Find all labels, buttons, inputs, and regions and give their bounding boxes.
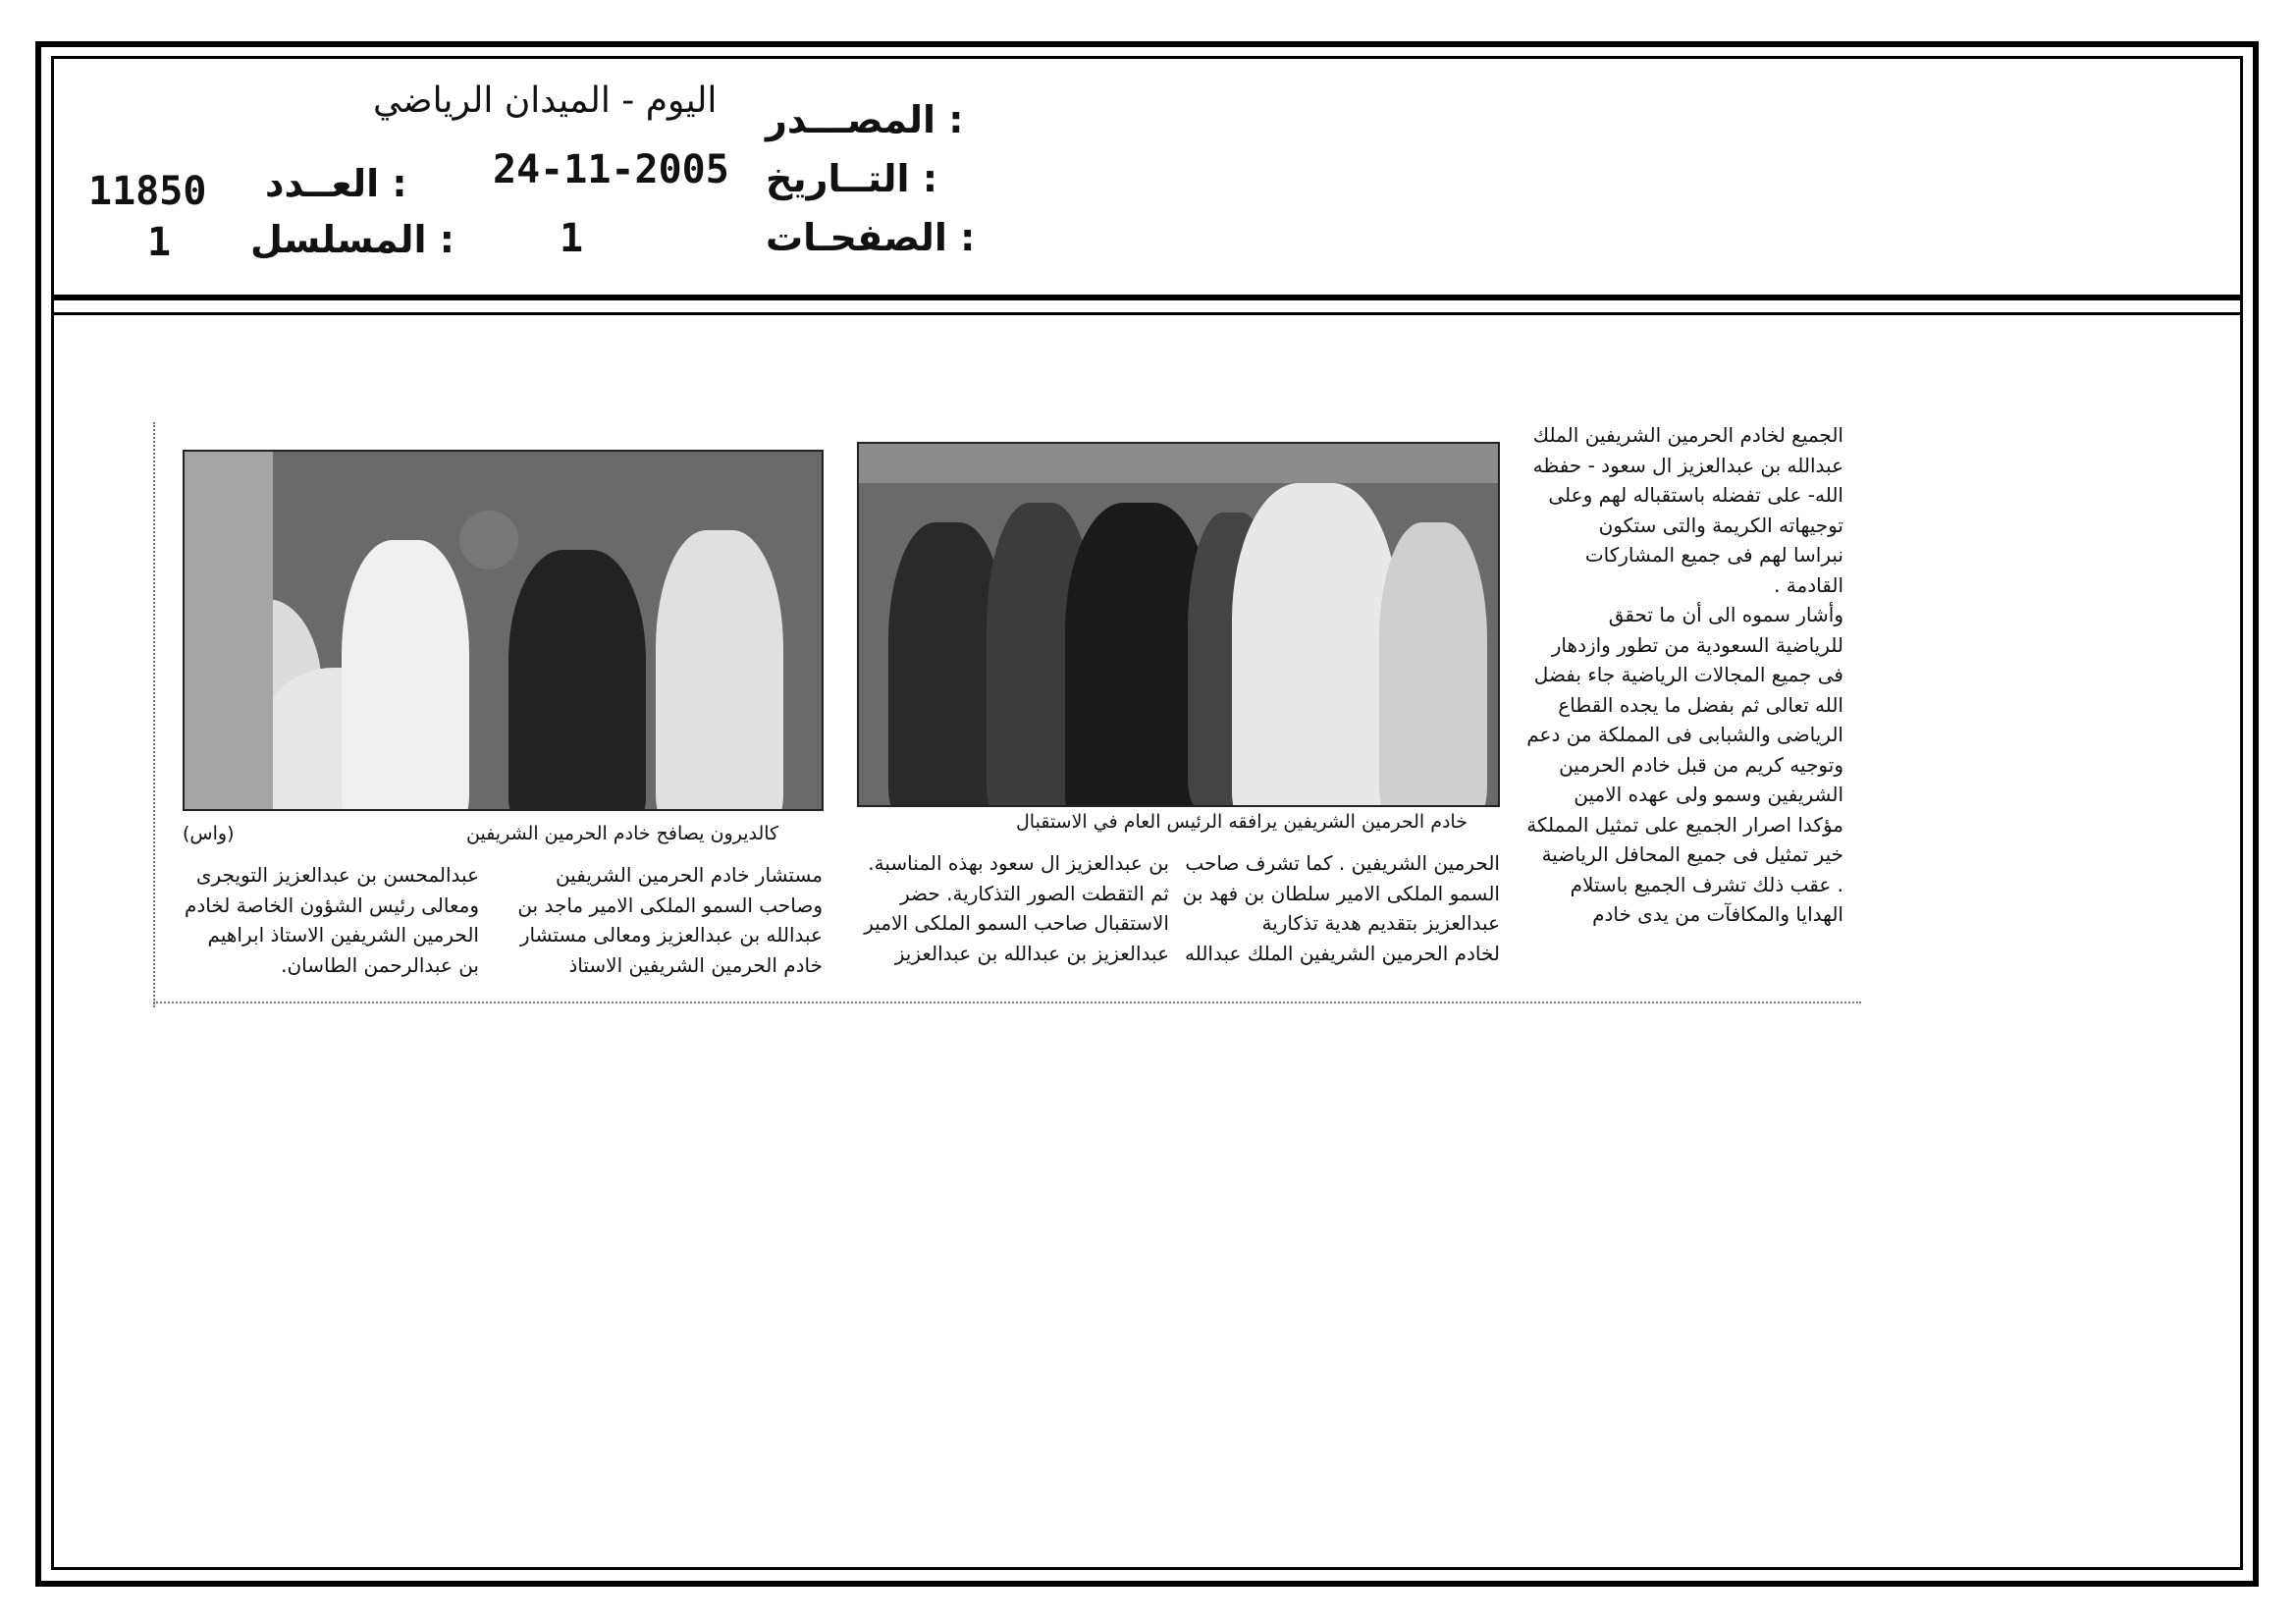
photo-credit: (واس) — [183, 823, 235, 844]
serial-label: المسلسل : — [250, 218, 454, 261]
source-value: اليوم - الميدان الرياضي — [373, 81, 718, 121]
photo-reception — [857, 442, 1500, 807]
article-column-4: مستشار خادم الحرمين الشريفين وصاحب السمو الملكى الامير ماجد بن عبدالله بن عبدالعزيز ومعالى مستشار خادم الحرمين الشريفين الاستاذ — [517, 863, 823, 977]
clipping-edge-left — [153, 422, 155, 1007]
header-divider-thin — [51, 312, 2243, 315]
date-value: 24-11-2005 — [493, 147, 729, 192]
photo-handshake-caption: كالديرون يصافح خادم الحرمين الشريفين — [466, 823, 779, 844]
pages-value: 1 — [560, 216, 584, 261]
article-column-5: عبدالمحسن بن عبدالعزيز التويجرى ومعالى رئيس الشؤون الخاصة لخادم الحرمين الشريفين الاستاذ ابراهيم بن عبدالرحمن الطاسان. — [185, 863, 479, 977]
pages-label: الصفحـات : — [766, 216, 976, 259]
article-column-3: بن عبدالعزيز ال سعود بهذه المناسبة. ثم التقطت الصور التذكارية. حضر الاستقبال صاحب السمو الملكى الامير عبدالعزيز بن عبدالله بن عبدالعزيز — [864, 851, 1169, 965]
serial-value: 1 — [147, 220, 172, 265]
clipping-edge-bottom — [153, 1001, 1861, 1003]
source-label: المصـــدر : — [766, 98, 964, 141]
photo-reception-caption: خادم الحرمين الشريفين يرافقه الرئيس العام في الاستقبال — [1016, 811, 1468, 833]
issue-label: العــدد : — [265, 162, 407, 205]
photo-handshake — [183, 450, 824, 811]
header-divider-thick — [51, 295, 2243, 300]
date-label: التــاريخ : — [766, 157, 938, 200]
article-column-1: الجميع لخادم الحرمين الشريفين الملك عبدالله بن عبدالعزيز ال سعود - حفظه الله- على تفضله باستقباله لهم وعلى توجيهاته الكريمة والتى ستكون نبراسا لهم فى جميع المشاركات القادمة . وأشار سموه الى أن ما تحقق للرياضية السعودية من تطور وازدهار فى جميع المجالات الرياضية جاء بفضل الله تعالى ثم بفضل ما يجده القطاع الرياضى والشبابى فى المملكة من دعم وتوجيه كريم من قبل خادم الحرمين الشريفين وسمو ولى عهده الامين مؤكدا اصرار الجميع على تمثيل المملكة خير تمثيل فى جميع المحافل الرياضية . عقب ذلك تشرف الجميع باستلام الهدايا والمكافآت من يدى خادم — [1526, 423, 1843, 926]
issue-value: 11850 — [88, 169, 207, 214]
article-column-2: الحرمين الشريفين . كما تشرف صاحب السمو الملكى الامير سلطان بن فهد بن عبدالعزيز بتقديم هدية تذكارية لخادم الحرمين الشريفين الملك عبدالله — [1182, 851, 1500, 965]
